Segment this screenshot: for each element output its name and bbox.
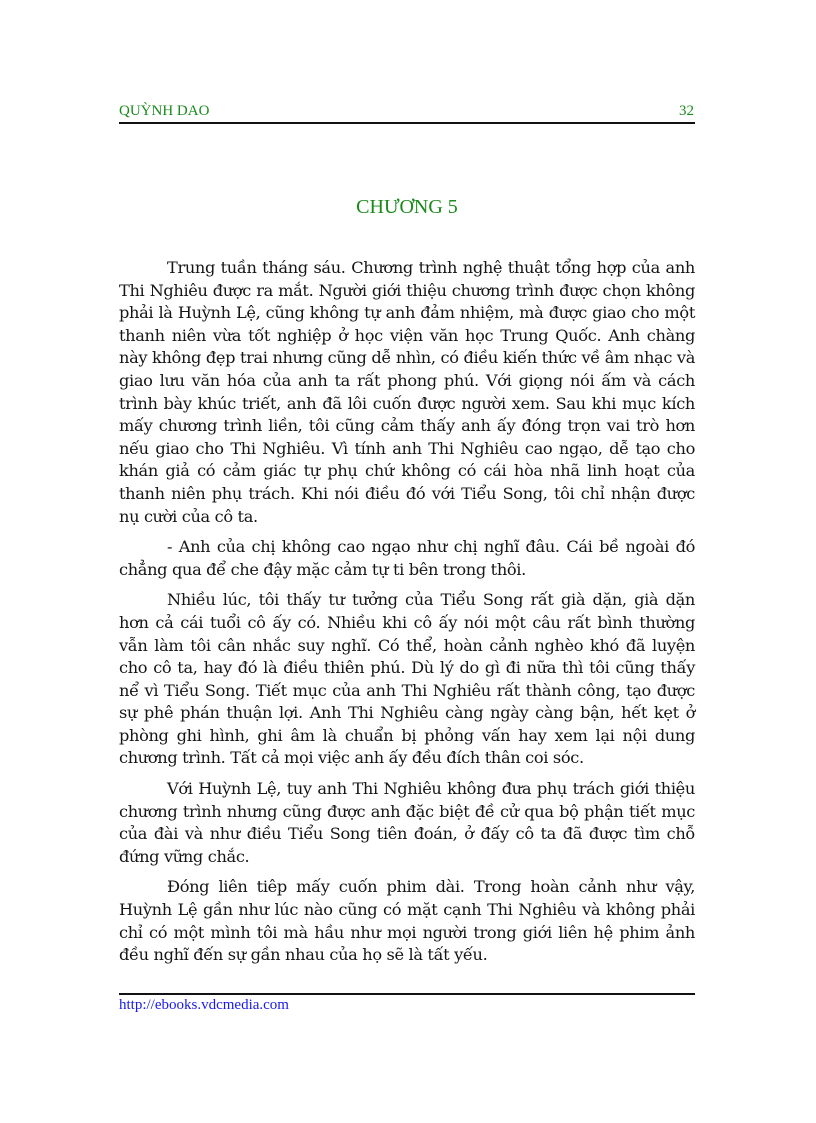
paragraph: Với Huỳnh Lệ, tuy anh Thi Nghiêu không đưa phụ trách giới thiệu chương trình nhưng cũng được anh đặc biệt đề cử qua bộ phận tiết mục của đài và như điều Tiểu Song tiên đoán, ở đấy cô ta đã được tìm chỗ đứng vững chắc. [119,779,695,866]
paragraph: Đóng liên tiêp mấy cuốn phim dài. Trong hoàn cảnh như vậy, Huỳnh Lệ gần như lúc nào cũng có mặt cạnh Thi Nghiêu và không phải chỉ có một mình tôi mà hầu như mọi người trong giới liên hệ phim ảnh đều nghĩ đến sự gần nhau của họ sẽ là tất yếu. [119,877,695,965]
header-page-number: 32 [679,103,694,119]
footer-website-link[interactable]: http://ebooks.vdcmedia.com [119,997,289,1013]
paragraph: Trung tuần tháng sáu. Chương trình nghệ thuật tổng hợp của anh Thi Nghiêu được ra mắt. Người giới thiệu chương trình được chọn không phải là Huỳnh Lệ, cũng không tự anh đảm nhiệm, mà được giao cho một thanh niên vừa tốt nghiệp ở học viện văn học Trung Quốc. Anh chàng này không đẹp trai nhưng cũng dễ nhìn, có điều kiến thức về âm nhạc và giao lưu văn hóa của anh ta rất phong phú. Với giọng nói ấm và cách trình bày khúc triết, anh đã lôi cuốn được người xem. Sau khi mục kích mấy chương trình liền, tôi cũng cảm thấy anh ấy đóng trọn vai trò hơn nếu giao cho Thi Nghiêu. Vì tính anh Thi Nghiêu cao ngạo, dễ tạo cho khán giả có cảm giác tự phụ chứ không có cái hòa nhã linh hoạt của thanh niên phụ trách. Khi nói điều đó với Tiểu Song, tôi chỉ nhận được nụ cười của cô ta. [119,258,695,526]
paragraph: Nhiều lúc, tôi thấy tư tưởng của Tiểu Song rất già dặn, già dặn hơn cả cái tuổi cô ấy có. Nhiều khi cô ấy nói một câu rất bình thường vẫn làm tôi cân nhắc suy nghĩ. Có thể, hoàn cảnh nghèo khó đã luyện cho cô ta, hay đó là điều thiên phú. Dù lý do gì đi nữa thì tôi cũng thấy nể vì Tiểu Song. Tiết mục của anh Thi Nghiêu rất thành công, tạo được sự phê phán thuận lợi. Anh Thi Nghiêu càng ngày càng bận, hết kẹt ở phòng ghi hình, ghi âm là chuẩn bị phỏng vấn hay xem lại nội dung chương trình. Tất cả mọi việc anh ấy đều đích thân coi sóc. [119,590,695,768]
footer-divider [119,993,695,995]
chapter-title: CHƯƠNG 5 [356,196,458,218]
body-text [119,257,695,975]
running-header [119,103,694,121]
paragraph: - Anh của chị không cao ngạo như chị nghĩ đâu. Cái bề ngoài đó chẳng qua để che đậy mặc cảm tự ti bên trong thôi. [119,537,695,579]
header-author: QUỲNH DAO [119,103,210,119]
header-divider [119,122,695,124]
